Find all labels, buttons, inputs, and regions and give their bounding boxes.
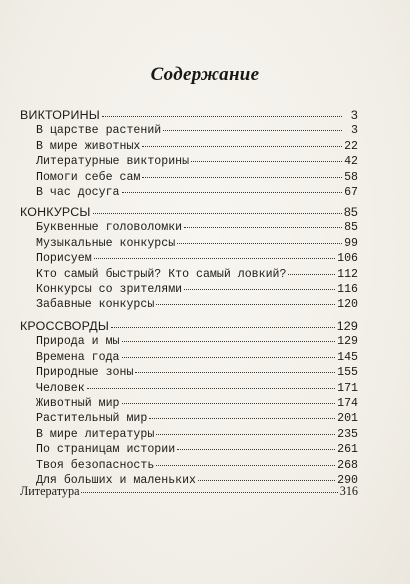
toc-page-number: 85 xyxy=(344,221,358,235)
toc-section-label: КРОССВОРДЫ xyxy=(20,319,110,333)
dot-leader xyxy=(135,372,335,373)
dot-leader xyxy=(122,357,336,358)
toc-item-label: Литературные викторины xyxy=(36,155,190,169)
toc-page-number: 174 xyxy=(337,396,358,410)
toc-page-number: 116 xyxy=(337,282,358,296)
toc-item-label: Музыкальные конкурсы xyxy=(36,236,176,250)
toc-section-label: Литература xyxy=(20,484,80,498)
toc-item-label: Помоги себе сам xyxy=(36,170,141,184)
dot-leader xyxy=(122,341,336,342)
toc-item-label: Порисуем xyxy=(36,252,92,266)
toc-page-number: 3 xyxy=(350,108,358,122)
toc-page-number: 290 xyxy=(337,473,358,487)
toc-page-number: 120 xyxy=(337,298,358,312)
toc-item-label: Конкурсы со зрителями xyxy=(36,282,183,296)
toc-page-number: 268 xyxy=(337,458,358,472)
toc-page-number: 235 xyxy=(337,427,358,441)
toc-item[interactable] xyxy=(20,282,358,297)
toc-item-label: Животный мир xyxy=(36,396,120,410)
toc-item-label: Времена года xyxy=(36,350,120,364)
toc-page-number: 58 xyxy=(344,170,358,184)
toc-group-quizzes xyxy=(20,108,358,200)
toc-item[interactable] xyxy=(20,139,358,154)
toc-item[interactable] xyxy=(20,220,358,235)
dot-leader xyxy=(156,434,335,435)
toc-item-label: Растительный мир xyxy=(36,412,148,426)
toc-page-number: 145 xyxy=(337,350,358,364)
toc-item[interactable] xyxy=(20,154,358,169)
dot-leader xyxy=(198,480,335,481)
toc-item[interactable] xyxy=(20,297,358,312)
toc-item-label: Забавные конкурсы xyxy=(36,298,155,312)
dot-leader xyxy=(191,161,342,162)
toc-section-label: КОНКУРСЫ xyxy=(20,205,91,219)
dot-leader xyxy=(94,258,335,259)
dot-leader xyxy=(122,403,336,404)
dot-leader xyxy=(87,388,335,389)
toc-item-label: В мире литературы xyxy=(36,427,155,441)
toc-page-number: 106 xyxy=(337,252,358,266)
dot-leader xyxy=(288,274,335,275)
dot-leader xyxy=(156,465,335,466)
toc-page-number: 3 xyxy=(351,124,358,138)
dot-leader xyxy=(184,289,335,290)
toc-item-label: Кто самый быстрый? Кто самый ловкий? xyxy=(36,267,287,281)
dot-leader xyxy=(184,227,342,228)
toc-section[interactable] xyxy=(20,484,358,499)
toc-page-number: 171 xyxy=(337,381,358,395)
toc-page-number: 85 xyxy=(343,205,358,219)
toc-item[interactable] xyxy=(20,396,358,411)
dot-leader xyxy=(81,492,337,493)
toc-item-label: Для больших и маленьких xyxy=(36,473,197,487)
toc-page-number: 67 xyxy=(344,185,358,199)
toc-item-label: По страницам истории xyxy=(36,443,176,457)
toc-page-number: 129 xyxy=(336,319,358,333)
dot-leader xyxy=(177,449,335,450)
toc-page-number: 155 xyxy=(337,366,358,380)
toc-item[interactable] xyxy=(20,170,358,185)
toc-page-number: 129 xyxy=(337,335,358,349)
toc-item-label: Природа и мы xyxy=(36,335,120,349)
toc-item[interactable] xyxy=(20,365,358,380)
dot-leader xyxy=(177,243,342,244)
toc-page-number: 112 xyxy=(337,267,358,281)
toc-page-number: 261 xyxy=(337,443,358,457)
toc-group-literature xyxy=(20,484,358,499)
toc-item-label: Твоя безопасность xyxy=(36,458,155,472)
dot-leader xyxy=(111,327,335,328)
toc-item[interactable] xyxy=(20,350,358,365)
page-title: Содержание xyxy=(150,64,260,85)
dot-leader xyxy=(102,116,342,117)
toc-page-number: 22 xyxy=(344,139,358,153)
dot-leader xyxy=(149,418,335,419)
toc-item[interactable] xyxy=(20,251,358,266)
dot-leader xyxy=(122,192,343,193)
toc-group-contests xyxy=(20,205,358,313)
toc-item[interactable] xyxy=(20,442,358,457)
toc-item[interactable] xyxy=(20,458,358,473)
toc-page-number: 42 xyxy=(344,155,358,169)
toc-page-number: 201 xyxy=(337,412,358,426)
toc-item[interactable] xyxy=(20,123,358,138)
toc-section[interactable] xyxy=(20,108,358,123)
toc-item[interactable] xyxy=(20,411,358,426)
toc-item-label: Буквенные головоломки xyxy=(36,221,183,235)
toc-item[interactable] xyxy=(20,236,358,251)
toc-item-label: В царстве растений xyxy=(36,124,162,138)
dot-leader xyxy=(163,130,342,131)
toc-item[interactable] xyxy=(20,267,358,282)
toc-section[interactable] xyxy=(20,319,358,334)
toc-item-label: Человек xyxy=(36,381,85,395)
toc-item-label: Природные зоны xyxy=(36,366,134,380)
toc-item[interactable] xyxy=(20,334,358,349)
dot-leader xyxy=(142,146,342,147)
toc-section-label: ВИКТОРИНЫ xyxy=(20,108,100,122)
toc-group-crosswords xyxy=(20,319,358,488)
dot-leader xyxy=(93,213,342,214)
toc-item[interactable] xyxy=(20,427,358,442)
dot-leader xyxy=(142,177,342,178)
toc-item-label: В мире животных xyxy=(36,139,141,153)
toc-item[interactable] xyxy=(20,381,358,396)
toc-section[interactable] xyxy=(20,205,358,220)
toc-page-number: 99 xyxy=(344,236,358,250)
toc-item-label: В час досуга xyxy=(36,185,120,199)
toc-page-number: 316 xyxy=(339,484,358,498)
dot-leader xyxy=(156,304,335,305)
toc-item[interactable] xyxy=(20,185,358,200)
